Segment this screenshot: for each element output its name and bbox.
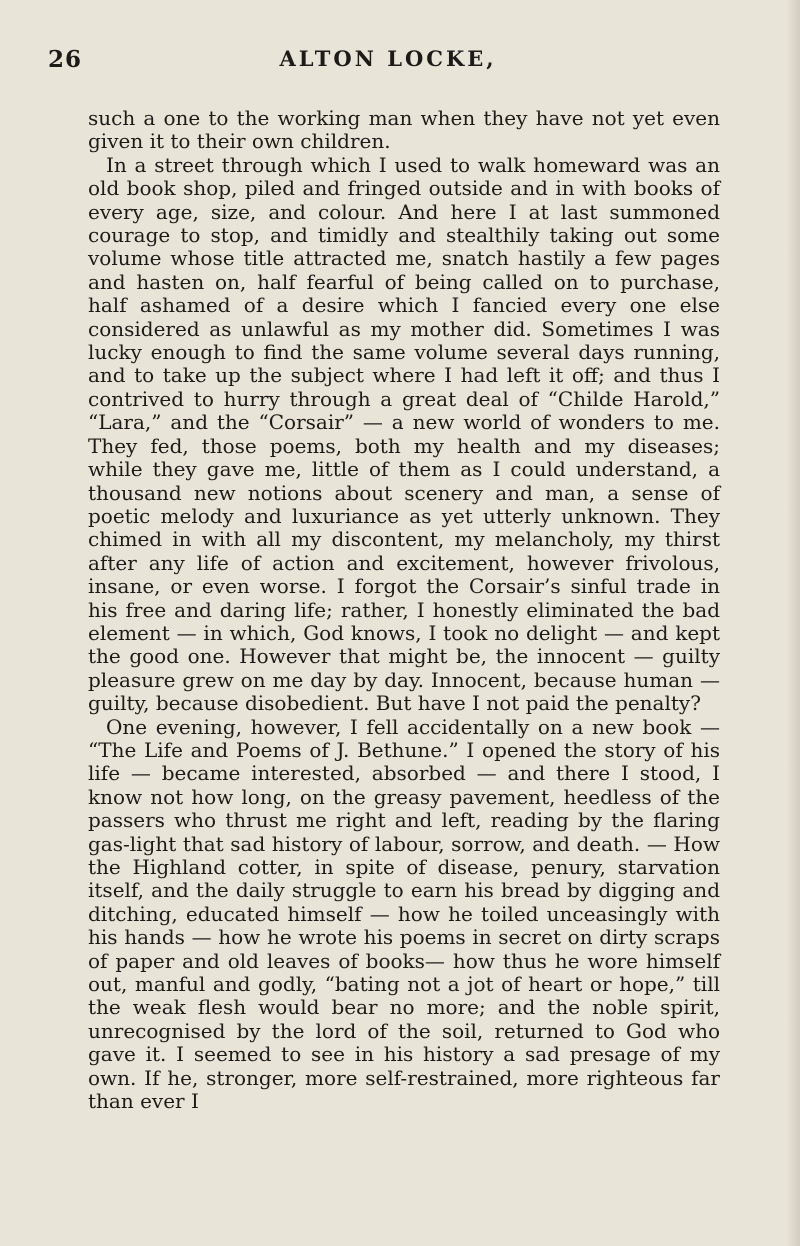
paragraph-bethune: One evening, however, I fell accidentally on a new book — “The Life and Poems of J. Bethune.” I opened the story of his life — became interested, absorbed — and there I stood, I know not how long, on the greasy pavement, heedless of the passers who thrust me right and left, reading by the flaring gas-light that sad history of labour, sorrow, and death. — How the Highland cotter, in spite of disease, penury, starvation itself, and the daily struggle to earn his bread by digging and ditching, educated himself — how he toiled unceasingly with his hands — how he wrote his poems in secret on dirty scraps of paper and old leaves of books— how thus he wore himself out, manful and godly, “bating not a jot of heart or hope,” till the weak flesh would bear no more; and the noble spirit, unrecognised by the lord of the soil, returned to God who gave it. I seemed to see in his history a sad presage of my own. If he, stronger, more self-restrained, more righteous far than ever I [88, 714, 720, 1114]
page-header [48, 46, 728, 78]
running-title: ALTON LOCKE, [279, 46, 497, 71]
page-edge-shadow [786, 0, 800, 1246]
body-text [88, 107, 720, 1113]
paragraph-old-book-shop: In a street through which I used to walk homeward was an old book shop, piled and fringed outside and in with books of every age, size, and colour. And here I at last summoned courage to stop, and timidly and stealthily taking out some volume whose title attracted me, snatch hastily a few pages and hasten on, half fearful of being called on to purchase, half ashamed of a desire which I fancied every one else considered as unlawful as my mother did. Sometimes I was lucky enough to find the same volume several days running, and to take up the subject where I had left it off; and thus I contrived to hurry through a great deal of “Childe Harold,” “Lara,” and the “Corsair” — a new world of wonders to me. They fed, those poems, both my health and my diseases; while they gave me, little of them as I could understand, a thousand new notions about scenery and man, a sense of poetic melody and luxuriance as yet utterly unknown. They chimed in with all my discontent, my melancholy, my thirst after any life of action and excitement, however frivolous, insane, or even worse. I forgot the Corsair’s sinful trade in his free and daring life; rather, I honestly eliminated the bad element — in which, God knows, I took no delight — and kept the good one. However that might be, the innocent — guilty pleasure grew on me day by day. Innocent, because human — guilty, because disobedient. But have I not paid the penalty? [88, 152, 720, 716]
paragraph-continuation: such a one to the working man when they have not yet even given it to their own children. [88, 106, 720, 154]
page-number: 26 [48, 46, 83, 73]
